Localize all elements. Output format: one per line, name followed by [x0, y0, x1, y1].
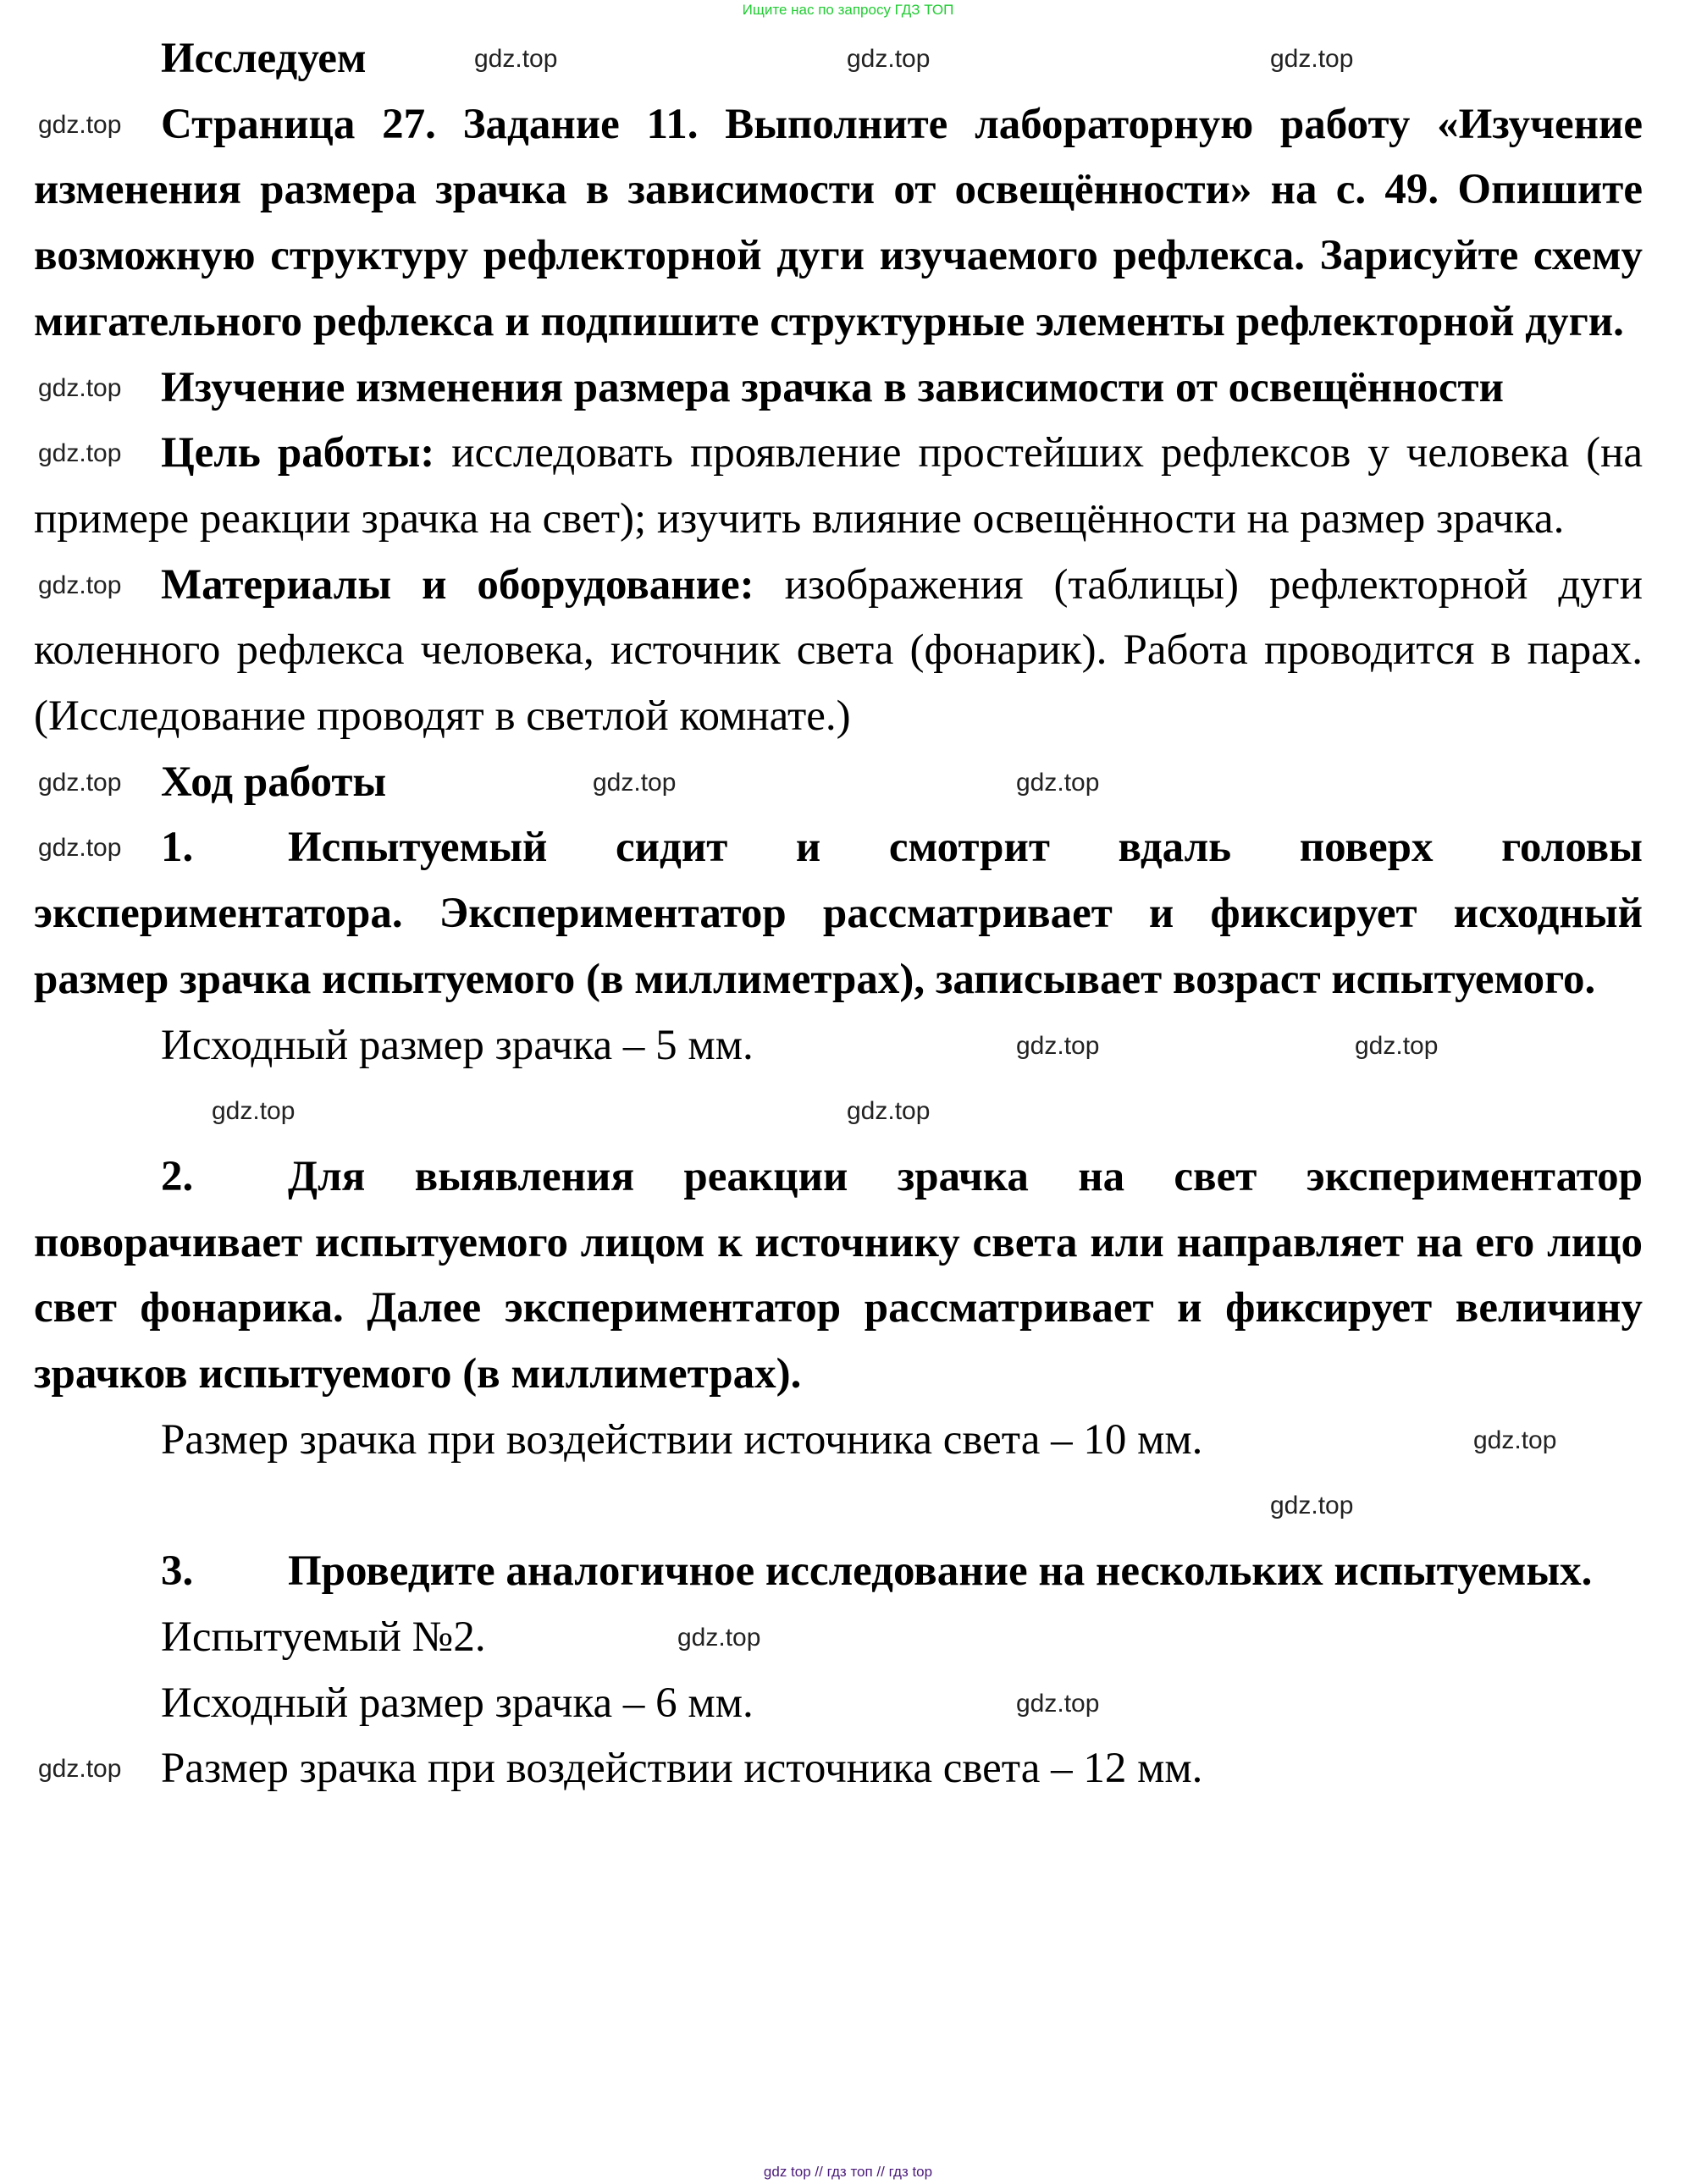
materials-paragraph — [34, 553, 1643, 750]
goal-paragraph — [34, 421, 1643, 552]
task-text: Страница 27. Задание 11. Выполните лабораторную работу «Изучение изменения размера зрачка в зависимости от освещённости» на с. 49. Опишите возможную структуру рефлекторной дуги изучаемого рефлекса. Зарисуйте схему мигательного рефлекса и подпишите структурные элементы рефлекторной дуги. — [34, 100, 1643, 345]
materials-label: Материалы и оборудование: — [161, 560, 754, 609]
step-number: 1. — [161, 824, 194, 872]
watermark: gdz.top — [38, 439, 122, 468]
watermark: gdz.top — [593, 768, 677, 797]
procedure-title — [34, 750, 1643, 816]
task-statement — [34, 92, 1643, 356]
procedure-title-text: Ход работы — [161, 758, 387, 806]
footer-note: gdz top // гдз топ // гдз top — [763, 2164, 933, 2180]
step-text: Проведите аналогичное исследование на нескольких испытуемых. — [288, 1547, 1593, 1596]
watermark: gdz.top — [847, 45, 931, 73]
watermark: gdz.top — [1270, 1492, 1354, 1520]
answer-text: Исходный размер зрачка – 5 мм. — [161, 1021, 754, 1069]
document-body — [34, 26, 1643, 1802]
step-1 — [34, 815, 1643, 1012]
answer-text: Испытуемый №2. — [161, 1613, 486, 1661]
step-1-answer — [34, 1013, 1643, 1079]
watermark: gdz.top — [38, 373, 122, 402]
step-3 — [34, 1539, 1643, 1605]
heading-text: Исследуем — [161, 35, 367, 82]
watermark: gdz.top — [1355, 1031, 1439, 1060]
blank-line — [34, 1078, 1643, 1144]
answer-text: Исходный размер зрачка – 6 мм. — [161, 1679, 754, 1727]
step-3-answer — [34, 1671, 1643, 1737]
watermark: gdz.top — [38, 834, 122, 863]
step-3-answer — [34, 1736, 1643, 1802]
goal-label: Цель работы: — [161, 429, 435, 477]
step-number: 3. — [161, 1547, 194, 1596]
step-3-answer — [34, 1605, 1643, 1671]
watermark: gdz.top — [38, 768, 122, 797]
materials-text: изображения (таблицы) рефлекторной дуги коленного рефлекса человека, источник света (фонарик). Работа проводится в парах. (Исследование проводят в светлой комнате.) — [34, 560, 1643, 741]
watermark: gdz.top — [1473, 1426, 1557, 1454]
blank-line — [34, 1473, 1643, 1539]
watermark: gdz.top — [38, 110, 122, 139]
watermark: gdz.top — [212, 1097, 296, 1126]
search-hint-banner: Ищите нас по запросу ГДЗ ТОП — [742, 2, 954, 18]
watermark: gdz.top — [38, 571, 122, 599]
watermark: gdz.top — [474, 45, 558, 73]
watermark: gdz.top — [1270, 45, 1354, 73]
answer-text: Размер зрачка при воздействии источника света – 12 мм. — [161, 1745, 1203, 1793]
watermark: gdz.top — [1016, 1689, 1100, 1718]
watermark: gdz.top — [677, 1623, 761, 1652]
watermark: gdz.top — [1016, 768, 1100, 797]
lab-title — [34, 356, 1643, 422]
goal-text: исследовать проявление простейших рефлексов у человека (на примере реакции зрачка на свет); изучить влияние освещённости на размер зрачка. — [34, 429, 1643, 543]
lab-title-text: Изучение изменения размера зрачка в зависимости от освещённости — [161, 363, 1504, 411]
step-number: 2. — [161, 1152, 194, 1200]
step-2-answer — [34, 1408, 1643, 1474]
step-text: Для выявления реакции зрачка на свет экспериментатор поворачивает испытуемого лицом к источнику света или направляет на его лицо свет фонарика. Далее экспериментатор рассматривает и фиксирует величину зрачков испытуемого (в миллиметрах). — [34, 1152, 1643, 1398]
section-heading — [34, 26, 1643, 92]
step-text: Испытуемый сидит и смотрит вдаль поверх головы экспериментатора. Экспериментатор рассматривает и фиксирует исходный размер зрачка испытуемого (в миллиметрах), записывает возраст испытуемого. — [34, 824, 1643, 1003]
watermark: gdz.top — [847, 1097, 931, 1126]
watermark: gdz.top — [1016, 1031, 1100, 1060]
answer-text: Размер зрачка при воздействии источника света – 10 мм. — [161, 1415, 1203, 1464]
step-2 — [34, 1144, 1643, 1408]
watermark: gdz.top — [38, 1755, 122, 1784]
